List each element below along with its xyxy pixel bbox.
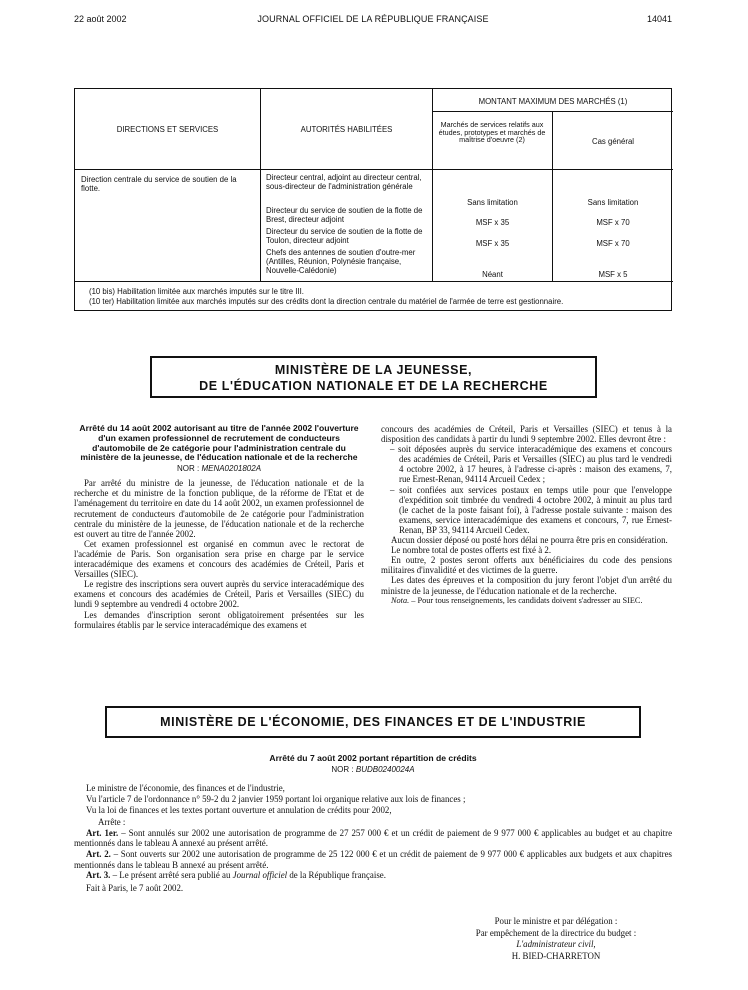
arrete2-fait: Fait à Paris, le 7 août 2002.	[86, 882, 184, 893]
arrete2-nor: NOR : BUDB0240024A	[331, 764, 415, 774]
general-row-1: Sans limitation	[587, 198, 639, 207]
arrete2-art1: Art. 1er. – Sont annulés sur 2002 une autorisation de programme de 27 257 000 € et un crédit de paiement de 9 977 000 € applicables au budget et au chapitre mentionnés dans le tableau A annexé au présent arrêté.	[74, 827, 673, 849]
autorites-list	[266, 173, 426, 276]
arrete1-nor: NOR : MENA0201802A	[176, 464, 262, 474]
arrete2-arrete: Arrête :	[98, 817, 126, 828]
arrete1-bullet-1: – soit déposées auprès du service interacadémique des examens et concours des académies de Créteil, Paris et Versailles (SIEC) au plus tard le vendredi 4 octobre 2002, à 17 heures, à l'adresse ci-après : maison des examens, 7, rue Ernest-Renan, 94114 Arcueil Cedex ;	[390, 444, 672, 485]
services-row-4: Néant	[482, 270, 503, 279]
ministry-line-2: DE L'ÉDUCATION NATIONALE ET DE LA RECHERCHE	[199, 379, 548, 393]
arrete2-v3: Vu la loi de finances et les textes portant ouverture et annulation de crédits pour 2002,	[86, 804, 392, 815]
col-header-directions: DIRECTIONS ET SERVICES	[116, 125, 219, 134]
arrete2-title: Arrêté du 7 août 2002 portant répartition de crédits	[269, 753, 477, 763]
col-header-services: Marchés de services relatifs aux études, prototypes et marchés de maîtrise d'oeuvre (2)	[438, 120, 546, 145]
arrete1-bullet-2: – soit confiées aux services postaux en temps utile pour que l'enveloppe d'expédition soit timbrée du vendredi 4 octobre 2002, à minuit au plus tard (le cachet de la poste faisant foi), à l'adresse postale suivante : maison des examens, service interacadémique des examens et concours, 7, rue Ernest-Renan, BP 33, 94114 Arcueil Cedex.	[390, 484, 672, 535]
journal-title: JOURNAL OFFICIEL DE LA RÉPUBLIQUE FRANÇAISE	[257, 14, 489, 24]
page-number: 14041	[646, 14, 672, 24]
arrete1-p6: Aucun dossier déposé ou posté hors délai ne pourra être pris en considération.	[391, 535, 668, 546]
authorities-table	[74, 88, 672, 311]
services-row-3: MSF x 35	[475, 239, 510, 248]
table-note-1: (10 bis) Habilitation limitée aux marchés imputés sur le titre III.	[89, 287, 304, 296]
arrete2-section	[74, 754, 672, 893]
arrete1-left-column	[74, 424, 364, 630]
ministry-line-1: MINISTÈRE DE LA JEUNESSE,	[274, 363, 473, 377]
ministry-banner-economie	[105, 706, 641, 738]
arrete2-v2: Vu l'article 7 de l'ordonnance n° 59-2 du 2 janvier 1959 portant loi organique relative aux lois de finances ;	[86, 793, 466, 804]
table-notes	[89, 287, 669, 307]
col-header-general: Cas général	[591, 137, 635, 146]
arrete2-art3: Art. 3. – Le présent arrêté sera publié au Journal officiel de la République française.	[86, 870, 386, 881]
arrete1-title: Arrêté du 14 août 2002 autorisant au titre de l'année 2002 l'ouverture d'un examen professionnel de recrutement de conducteurs d'automobile de 2e catégorie pour l'administration centrale du ministère de la jeunesse, de l'éducation nationale et de la recherche	[79, 423, 359, 463]
autorite-row-3: Directeur du service de soutien de la flotte de Toulon, directeur adjoint	[266, 227, 423, 246]
services-row-2: MSF x 35	[475, 218, 510, 227]
autorite-row-1: Directeur central, adjoint au directeur central, sous-directeur de l'administration générale	[266, 173, 422, 192]
col-header-montant: MONTANT MAXIMUM DES MARCHÉS (1)	[478, 97, 628, 106]
signature-line-2: Par empêchement de la directrice du budget :	[475, 927, 637, 938]
signature-line-3: L'administrateur civil,	[516, 939, 596, 949]
services-row-1: Sans limitation	[467, 198, 518, 207]
arrete1-p5: concours des académies de Créteil, Paris et Versailles (SIEC) et tenus à la disposition des candidats à partir du lundi 9 septembre 2002. Elles devront être :	[381, 424, 672, 445]
arrete1-p8: En outre, 2 postes seront offerts aux bénéficiaires du code des pensions militaires d'invalidité et des victimes de la guerre.	[381, 555, 672, 576]
ministry2-line-1: MINISTÈRE DE L'ÉCONOMIE, DES FINANCES ET DE L'INDUSTRIE	[160, 715, 586, 729]
col-header-autorites: AUTORITÉS HABILITÉES	[300, 125, 393, 134]
autorite-row-2: Directeur du service de soutien de la flotte de Brest, directeur adjoint	[266, 206, 423, 225]
arrete1-p4: Les demandes d'inscription seront obligatoirement présentées sur les formulaires établis par le service interacadémique des examens et	[74, 609, 364, 630]
general-row-2: MSF x 70	[596, 218, 630, 227]
table-note-2: (10 ter) Habilitation limitée aux marchés imputés sur des crédits dont la direction centrale du matériel de l'armée de terre est gestionnaire.	[89, 297, 564, 306]
running-header	[74, 14, 672, 28]
arrete1-right-column	[381, 424, 672, 606]
signature-line-1: Pour le ministre et par délégation :	[494, 916, 618, 926]
ministry-banner-education	[150, 356, 597, 398]
arrete1-nota: Nota. – Pour tous renseignements, les candidats doivent s'adresser au SIEC.	[391, 595, 643, 605]
arrete1-p3: Le registre des inscriptions sera ouvert auprès du service interacadémique des examens et concours des académies de Créteil, Paris et Versailles (SIEC) du lundi 9 septembre au vendredi 4 octobre 2002.	[74, 579, 364, 610]
arrete1-p1: Par arrêté du ministre de la jeunesse, de l'éducation nationale et de la recherche et du ministre de la fonction publique, de la réforme de l'Etat et de l'aménagement du territoire en date du 14 août 2002, un examen professionnel de recrutement de conducteurs d'automobile de 2e catégorie pour l'administration centrale du ministère de la jeunesse, de l'éducation nationale et de la recherche est ouvert au titre de l'année 2002.	[74, 478, 364, 539]
direction-cell: Direction centrale du service de soutien de la flotte.	[81, 175, 237, 194]
autorite-row-4: Chefs des antennes de soutien d'outre-mer (Antilles, Réunion, Polynésie française, Nouvelle-Calédonie)	[266, 248, 416, 276]
header-date: 22 août 2002	[74, 14, 127, 24]
general-row-3: MSF x 70	[596, 239, 630, 248]
signature-name: H. BIED-CHARRETON	[511, 950, 601, 961]
general-row-4: MSF x 5	[598, 270, 628, 279]
arrete2-v1: Le ministre de l'économie, des finances et de l'industrie,	[86, 783, 285, 794]
arrete1-p2: Cet examen professionnel est organisé en commun avec le rectorat de l'académie de Paris. Son organisation sera prise en charge par le service interacadémique des examens et concours des académies de Créteil, Paris et Versailles (SIEC).	[74, 538, 364, 580]
arrete2-art2: Art. 2. – Sont ouverts sur 2002 une autorisation de programme de 25 122 000 € et un crédit de paiement de 9 977 000 € applicables aux budgets et aux chapitres mentionnés dans le tableau B annexé au présent arrêté.	[74, 848, 672, 870]
signature-block	[440, 916, 672, 962]
arrete1-p9: Les dates des épreuves et la composition du jury feront l'objet d'un arrêté du ministre de la jeunesse, de l'éducation nationale et de la recherche.	[381, 575, 672, 596]
arrete1-p7: Le nombre total de postes offerts est fixé à 2.	[391, 545, 552, 556]
